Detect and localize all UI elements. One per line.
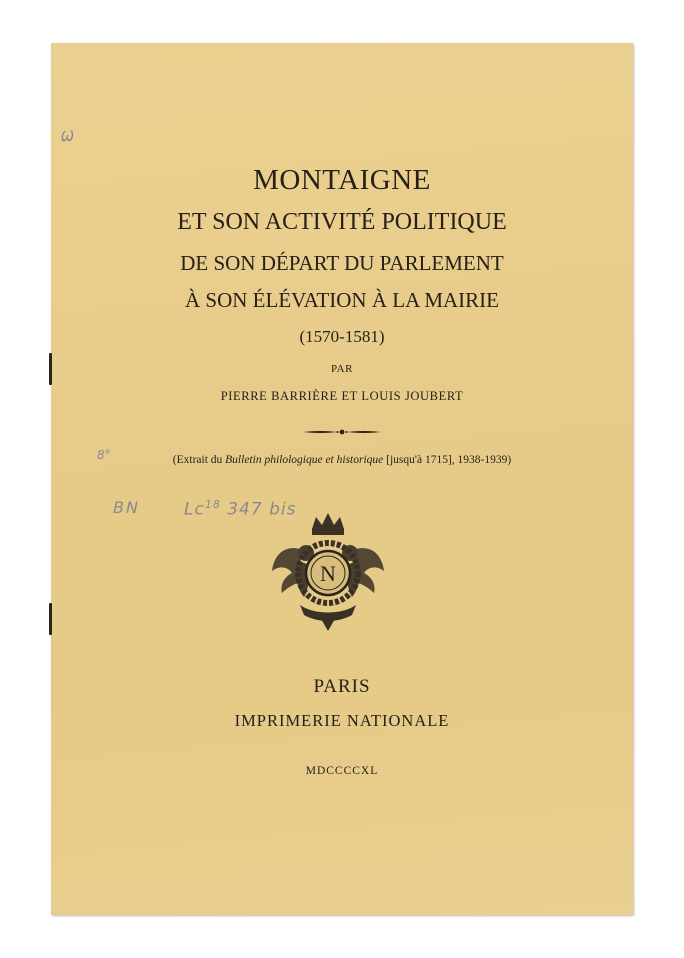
staple-mark	[49, 603, 52, 635]
pencil-note-library: BN	[113, 498, 140, 517]
document-page	[51, 43, 633, 915]
title-dates: (1570-1581)	[299, 327, 385, 346]
imprint-year: MDCCCCXL	[305, 765, 379, 777]
pencil-note-format: 8°	[97, 448, 111, 462]
imprint-publisher: IMPRIMERIE NATIONALE	[234, 711, 450, 730]
title-line-4: À SON ÉLÉVATION À LA MAIRIE	[184, 288, 499, 312]
title-line-2: ET SON ACTIVITÉ POLITIQUE	[177, 209, 507, 235]
pencil-note-top-left: Ѡ	[60, 128, 75, 146]
imprimerie-nationale-emblem	[270, 511, 386, 633]
shelfmark-sup: 18	[204, 498, 221, 511]
byline-authors: PIERRE BARRIÈRE ET LOUIS JOUBERT	[220, 389, 464, 403]
pencil-note-shelfmark	[184, 498, 296, 520]
extrait-suffix: , 1938-1939)	[451, 454, 512, 466]
shelfmark-rest: 347 bis	[220, 499, 297, 520]
emblem-monogram: N	[320, 561, 336, 586]
title-line-1: MONTAIGNE	[253, 164, 431, 196]
extrait-journal: Bulletin philologique et historique	[225, 454, 384, 466]
shelfmark-prefix: Lc	[184, 499, 205, 520]
title-line-3: DE SON DÉPART DU PARLEMENT	[180, 251, 504, 275]
fleuron-divider	[51, 422, 633, 432]
extrait-note	[51, 454, 633, 466]
extrait-prefix: (Extrait du	[172, 454, 226, 466]
emblem-icon	[270, 511, 386, 633]
imprint-city: PARIS	[313, 676, 371, 697]
extrait-bracket: [jusqu'à 1715]	[383, 454, 452, 466]
byline-par: PAR	[331, 363, 353, 375]
fleuron-icon	[301, 427, 383, 437]
